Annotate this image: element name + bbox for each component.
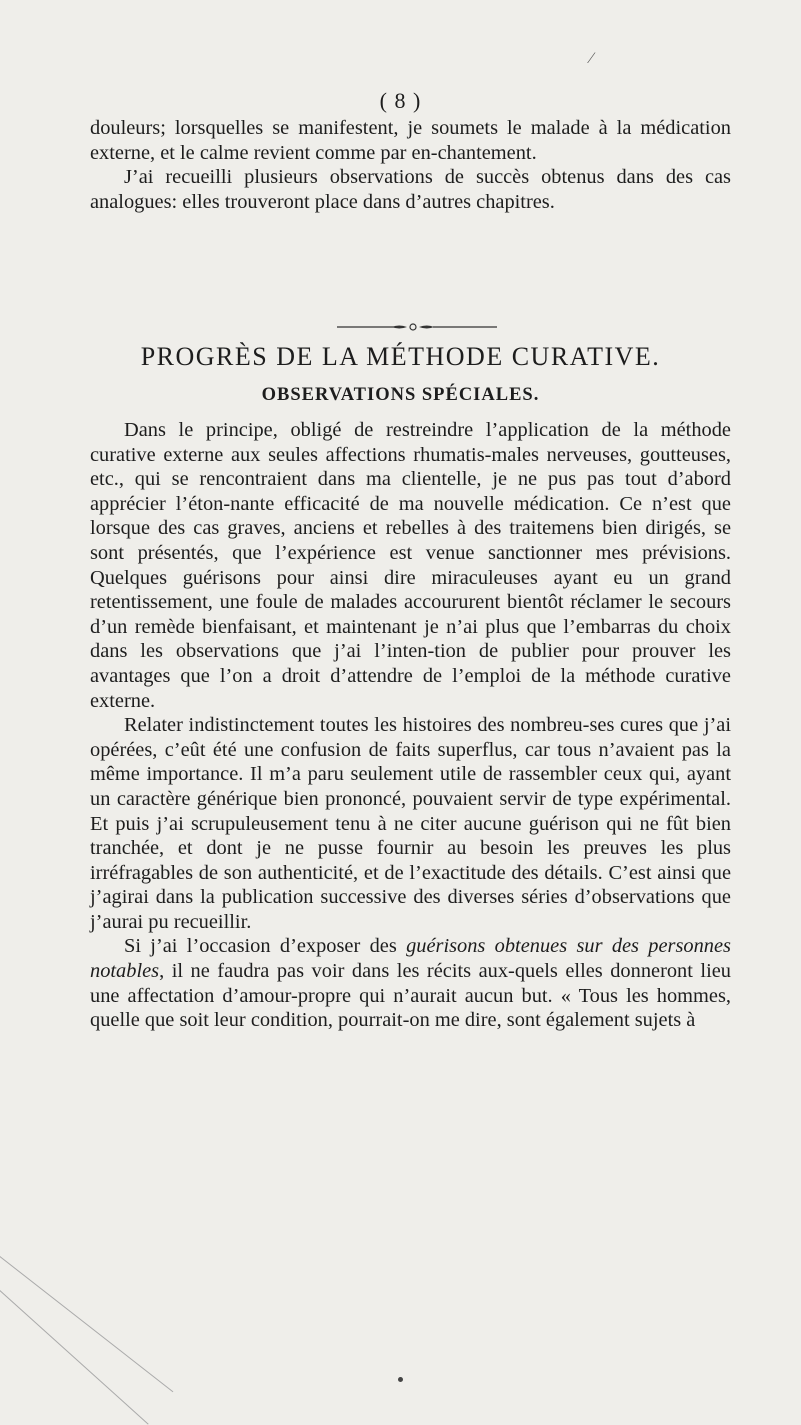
- corner-fold-line-2: [0, 1290, 149, 1425]
- cures-paragraph: Relater indistinctement toutes les histoires des nombreu-ses cures que j’ai opérées, c’eût été une confusion de faits superflus, car tous n’avaient pas la même importance. Il m’a paru seulement utile de rassembler ceux qui, ayant un caractère générique bien prononcé, pouvaient servir de type expérimental. Et puis j’ai scrupuleusement tenu à ne citer aucune guérison qui ne fût bien tranchée, et dont je ne pusse fournir au besoin les preuves les plus irréfragables de son authenticité, et de l’exactitude des détails. C’est ainsi que j’agirai dans la publication successive des diverses séries d’observations que j’aurai pu recueillir.: [90, 714, 731, 933]
- corner-fold-line: [0, 1256, 173, 1392]
- section-title: PROGRÈS DE LA MÉTHODE CURATIVE.: [140, 342, 661, 371]
- opening-text-block: [90, 116, 731, 214]
- page-number: ( 8 ): [379, 88, 422, 113]
- notables-text-start: Si j’ai l’occasion d’exposer des: [124, 935, 407, 958]
- notables-text-end: , il ne faudra pas voir dans les récits aux-quels elles donneront lieu une affectation d’amour-propre qui n’aurait aucun but. « Tous les hommes, quelle que soit leur condition, pourrait-on me dire, sont également sujets à: [90, 960, 731, 1032]
- main-text-block: [90, 418, 731, 1033]
- notables-paragraph: [90, 934, 731, 1032]
- ornamental-rule-icon: [337, 322, 497, 332]
- opening-paragraph: douleurs; lorsquelles se manifestent, je soumets le malade à la médication externe, et le calme revient comme par en-chantement.: [90, 117, 731, 164]
- section-subtitle: OBSERVATIONS SPÉCIALES.: [261, 385, 540, 405]
- top-pencil-mark: ∕: [590, 50, 593, 67]
- observations-paragraph: J’ai recueilli plusieurs observations de succès obtenus dans des cas analogues: elles trouveront place dans d’autres chapitres.: [90, 166, 731, 213]
- ink-speck: [398, 1377, 403, 1382]
- principle-paragraph: Dans le principe, obligé de restreindre l’application de la méthode curative externe aux seules affections rhumatis-males nerveuses, goutteuses, etc., qui se rencontraient dans ma clientelle, je ne pus pas tout d’abord apprécier l’éton-nante efficacité de ma nouvelle médication. Ce n’est que lorsque des cas graves, anciens et rebelles à des traitemens bien dirigés, se sont présentés, que l’expérience est venue sanctionner mes prévisions. Quelques guérisons pour ainsi dire miraculeuses ayant eu un grand retentissement, une foule de malades accoururent bientôt réclamer le secours d’un remède bienfaisant, et maintenant je n’ai plus que l’embarras du choix dans les observations que j’ai l’inten-tion de publier pour prouver les avantages que l’on a droit d’attendre de l’emploi de la méthode curative externe.: [90, 419, 731, 712]
- notables-italic-phrase: guérisons obtenues sur des personnes notables: [90, 935, 731, 983]
